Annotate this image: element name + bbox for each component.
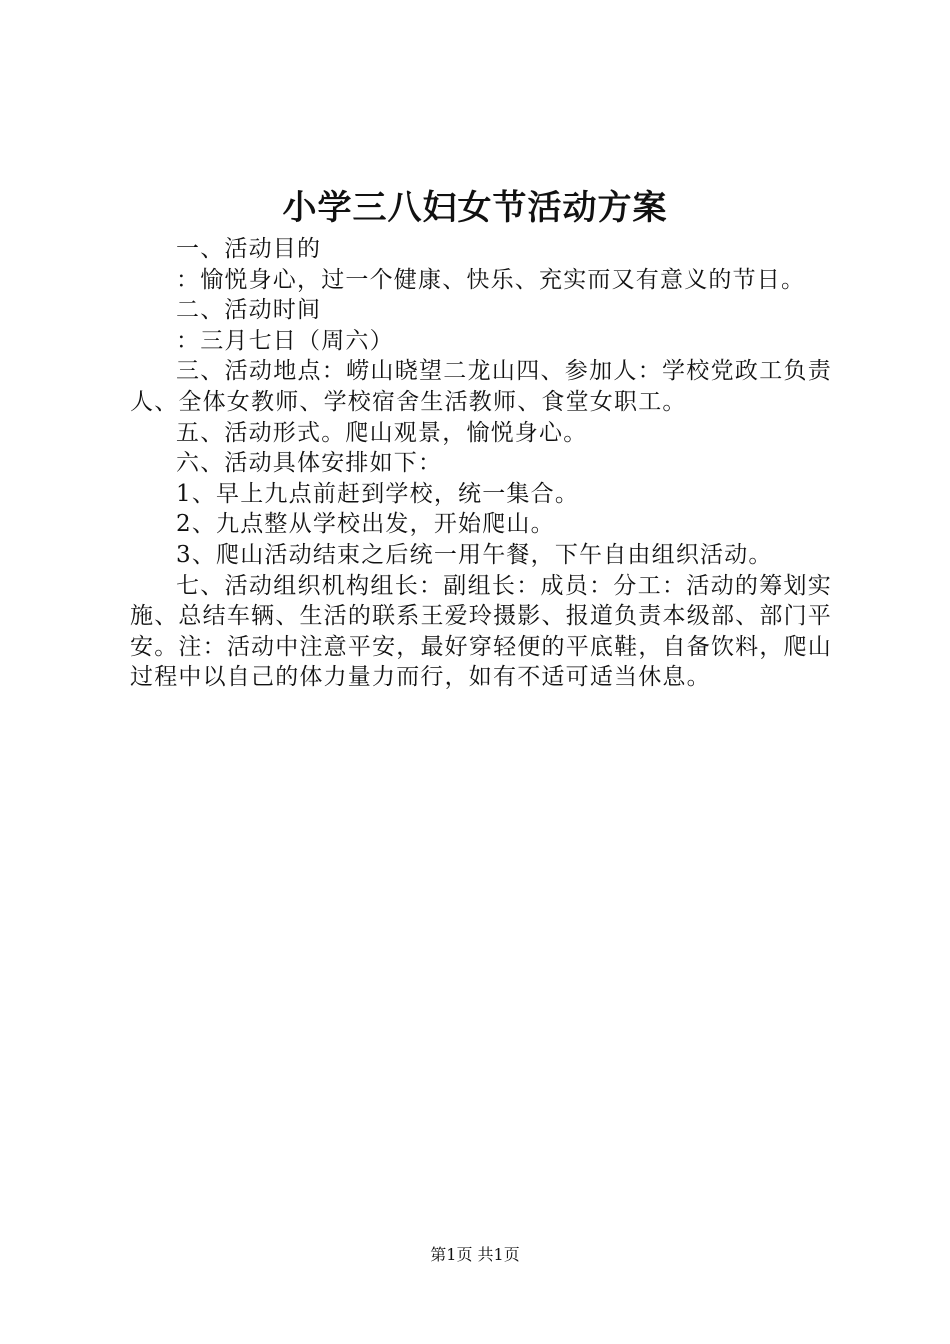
paragraph-purpose: ：愉悦身心，过一个健康、快乐、充实而又有意义的节日。 — [176, 266, 806, 293]
paragraph-form: 五、活动形式。爬山观景，愉悦身心。 — [176, 419, 588, 446]
paragraph-arrangement-1: 1、早上九点前赶到学校，统一集合。 — [176, 480, 580, 507]
paragraph-time: ：三月七日（周六） — [176, 327, 394, 354]
paragraph-time-heading: 二、活动时间 — [176, 297, 322, 324]
page-footer: 第1页 共1页 — [430, 1245, 520, 1264]
paragraph-location-participants: 三、活动地点：崂山晓望二龙山四、参加人：学校党政工负责人、全体女教师、学校宿舍生活教师、食堂女职工。 — [130, 358, 832, 415]
paragraph-arrangement-heading: 六、活动具体安排如下： — [176, 450, 443, 477]
paragraph-organization: 七、活动组织机构组长：副组长：成员：分工：活动的筹划实施、总结车辆、生活的联系王爱玲摄影、报道负责本级部、部门平安。注：活动中注意平安，最好穿轻便的平底鞋，自备饮料，爬山过程中以自己的体力量力而行，如有不适可适当休息。 — [130, 572, 832, 691]
paragraph-arrangement-2: 2、九点整从学校出发，开始爬山。 — [176, 511, 555, 538]
document-title: 小学三八妇女节活动方案 — [282, 188, 668, 228]
document-body — [130, 234, 832, 693]
paragraph-purpose-heading: 一、活动目的 — [176, 236, 322, 262]
paragraph-arrangement-3: 3、爬山活动结束之后统一用午餐，下午自由组织活动。 — [176, 541, 773, 568]
